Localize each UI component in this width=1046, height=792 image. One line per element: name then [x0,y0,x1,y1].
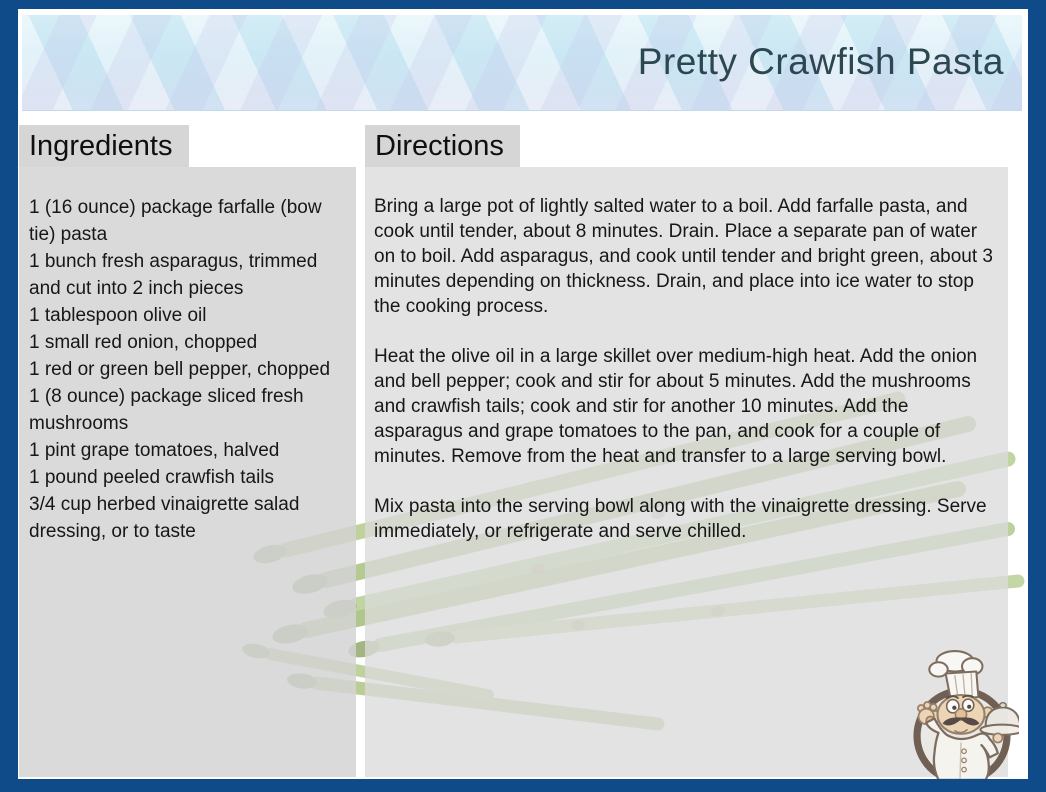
ingredients-heading: Ingredients [19,125,189,167]
page-title: Pretty Crawfish Pasta [637,41,1004,82]
directions-heading: Directions [365,125,520,167]
direction-paragraph: Mix pasta into the serving bowl along with the vinaigrette dressing. Serve immediately, or refrigerate and serve chilled. [374,496,987,542]
ingredient-item: 1 bunch fresh asparagus, trimmed and cut into 2 inch pieces [29,251,318,299]
ingredients-panel [19,125,356,777]
direction-paragraph: Bring a large pot of lightly salted water to a boil. Add farfalle pasta, and cook until tender, about 8 minutes. Drain. Place a separate pan of water on to boil. Add asparagus, and cook until tender and bright green, about 3 minutes depending on thickness. Drain, and place into ice water to stop the cooking process. [374,196,994,317]
ingredient-item: 1 (16 ounce) package farfalle (bow tie) pasta [29,197,322,245]
ingredient-item: 1 tablespoon olive oil [29,305,207,326]
ingredient-item: 3/4 cup herbed vinaigrette salad dressing, or to taste [29,494,300,542]
ingredient-item: 1 pint grape tomatoes, halved [29,440,280,461]
title-banner [22,15,1022,111]
ingredient-item: 1 small red onion, chopped [29,332,258,353]
chef-mascot-icon [903,649,1019,779]
ingredient-item: 1 (8 ounce) package sliced fresh mushrooms [29,386,304,434]
direction-paragraph: Heat the olive oil in a large skillet over medium-high heat. Add the onion and bell pepper; cook and stir for about 5 minutes. Add the mushrooms and crawfish tails; cook and stir for another 10 minutes. Add the asparagus and grape tomatoes to the pan, and cook for a couple of minutes. Remove from the heat and transfer to a large serving bowl. [374,346,978,467]
ingredient-item: 1 pound peeled crawfish tails [29,467,275,488]
ingredients-list [19,167,356,777]
ingredient-item: 1 red or green bell pepper, chopped [29,359,331,380]
recipe-page [18,9,1028,779]
